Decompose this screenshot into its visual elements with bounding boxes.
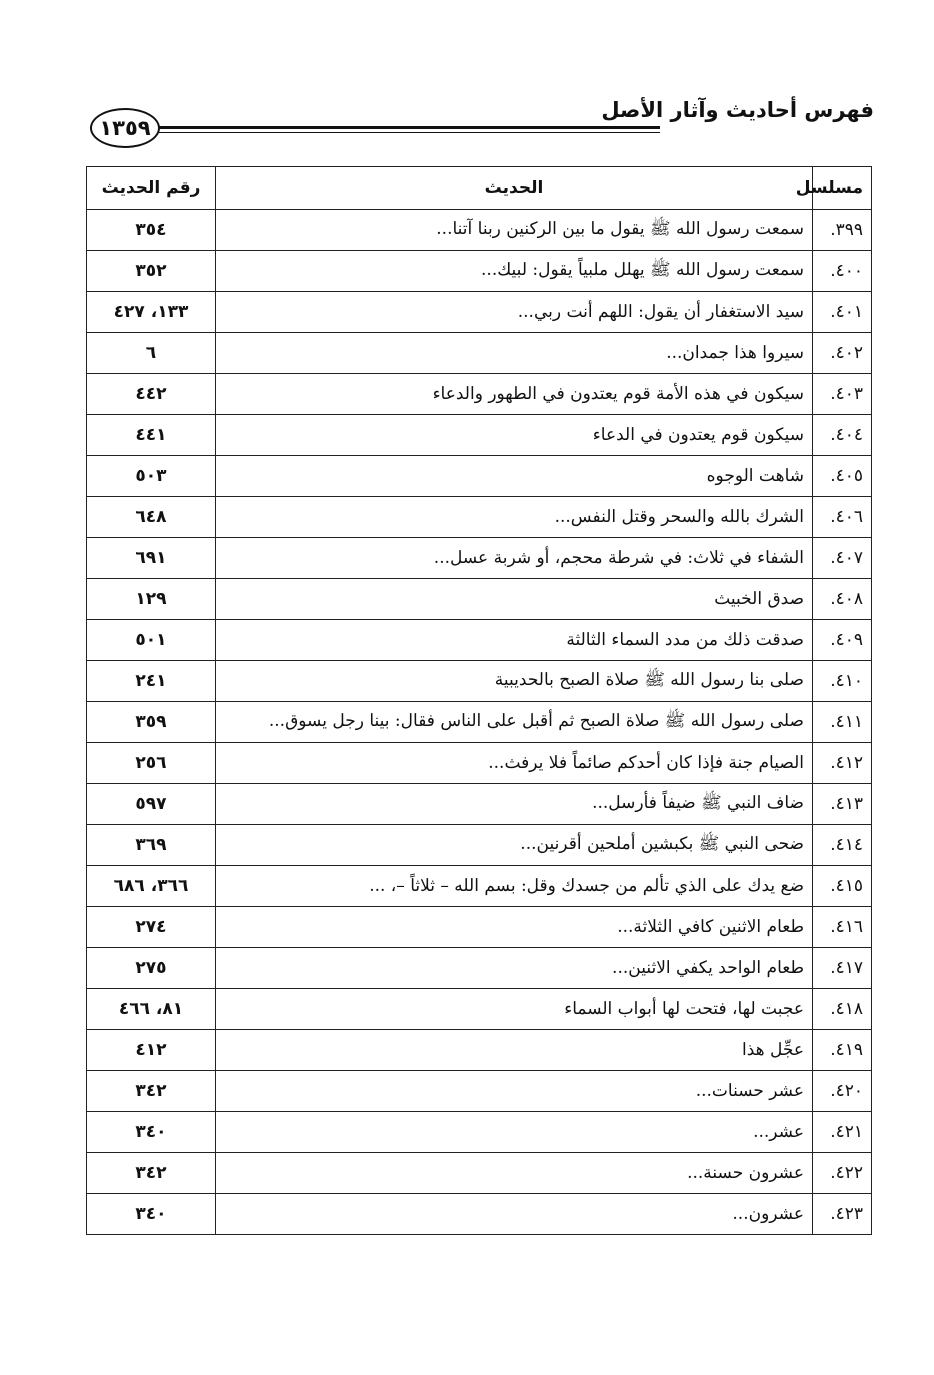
- table-row: [87, 1030, 872, 1071]
- row-serial: ٤٠٦.: [813, 497, 872, 538]
- row-hadith-ref: ٢٧٤: [87, 907, 216, 948]
- row-hadith-text: الصيام جنة فإذا كان أحدكم صائماً فلا يرفث...: [216, 743, 813, 784]
- row-hadith-ref: ٥٩٧: [87, 784, 216, 825]
- row-hadith-text: ضع يدك على الذي تألم من جسدك وقل: بسم الله – ثلاثاً –، ...: [216, 866, 813, 907]
- table-row: [87, 1071, 872, 1112]
- table-header-row: [87, 167, 872, 210]
- row-hadith-text: شاهت الوجوه: [216, 456, 813, 497]
- row-hadith-ref: ٢٤١: [87, 661, 216, 702]
- row-serial: ٤٢٣.: [813, 1194, 872, 1235]
- row-serial: ٤١٨.: [813, 989, 872, 1030]
- row-hadith-ref: ٢٥٦: [87, 743, 216, 784]
- row-serial: ٤١٦.: [813, 907, 872, 948]
- hadith-index-table: [86, 166, 872, 1235]
- running-title: فهرس أحاديث وآثار الأصل: [601, 98, 874, 122]
- row-serial: ٤٠٢.: [813, 333, 872, 374]
- table-row: [87, 743, 872, 784]
- row-hadith-text: عشرون حسنة...: [216, 1153, 813, 1194]
- row-serial: ٤٢١.: [813, 1112, 872, 1153]
- table-row: [87, 456, 872, 497]
- row-hadith-text: عجِّل هذا: [216, 1030, 813, 1071]
- row-serial: ٤٠٧.: [813, 538, 872, 579]
- table-row: [87, 579, 872, 620]
- table-row: [87, 1112, 872, 1153]
- row-hadith-ref: ٥٠٣: [87, 456, 216, 497]
- row-serial: ٣٩٩.: [813, 210, 872, 251]
- table-row: [87, 907, 872, 948]
- row-hadith-text: ضحى النبي ﷺ بكبشين أملحين أقرنين...: [216, 825, 813, 866]
- row-hadith-text: عشرون...: [216, 1194, 813, 1235]
- table-row: [87, 1194, 872, 1235]
- table-row: [87, 784, 872, 825]
- row-hadith-text: صلى رسول الله ﷺ صلاة الصبح ثم أقبل على الناس فقال: بينا رجل يسوق...: [216, 702, 813, 743]
- row-serial: ٤٠٨.: [813, 579, 872, 620]
- row-serial: ٤٠٣.: [813, 374, 872, 415]
- row-hadith-text: عجبت لها، فتحت لها أبواب السماء: [216, 989, 813, 1030]
- row-serial: ٤٠٩.: [813, 620, 872, 661]
- row-hadith-ref: ٤٤٢: [87, 374, 216, 415]
- column-header-hadith: الحديث: [216, 167, 813, 210]
- row-hadith-ref: ٨١، ٤٦٦: [87, 989, 216, 1030]
- row-hadith-text: الشفاء في ثلاث: في شرطة محجم، أو شربة عسل...: [216, 538, 813, 579]
- row-hadith-text: صدق الخبيث: [216, 579, 813, 620]
- table-row: [87, 251, 872, 292]
- row-hadith-ref: ٢٧٥: [87, 948, 216, 989]
- table-row: [87, 292, 872, 333]
- row-hadith-ref: ٣٦٩: [87, 825, 216, 866]
- page-header: [86, 98, 874, 152]
- row-hadith-ref: ٦٤٨: [87, 497, 216, 538]
- table-row: [87, 497, 872, 538]
- table-row: [87, 948, 872, 989]
- row-hadith-text: سمعت رسول الله ﷺ يقول ما بين الركنين ربنا آتنا...: [216, 210, 813, 251]
- row-serial: ٤١٧.: [813, 948, 872, 989]
- row-hadith-ref: ٤١٢: [87, 1030, 216, 1071]
- row-serial: ٤٠٠.: [813, 251, 872, 292]
- table-row: [87, 989, 872, 1030]
- column-header-serial: مسلسل: [813, 167, 872, 210]
- row-serial: ٤١٣.: [813, 784, 872, 825]
- row-hadith-text: سيكون قوم يعتدون في الدعاء: [216, 415, 813, 456]
- row-hadith-text: عشر...: [216, 1112, 813, 1153]
- row-hadith-text: عشر حسنات...: [216, 1071, 813, 1112]
- row-hadith-ref: ١٣٣، ٤٢٧: [87, 292, 216, 333]
- table-row: [87, 415, 872, 456]
- row-serial: ٤١٤.: [813, 825, 872, 866]
- row-serial: ٤٠٤.: [813, 415, 872, 456]
- row-hadith-ref: ٦: [87, 333, 216, 374]
- row-serial: ٤١١.: [813, 702, 872, 743]
- column-header-ref: رقم الحديث: [87, 167, 216, 210]
- header-rule-thin: [158, 132, 660, 133]
- row-hadith-ref: ٣٥٤: [87, 210, 216, 251]
- row-hadith-text: طعام الاثنين كافي الثلاثة...: [216, 907, 813, 948]
- row-hadith-ref: ٣٦٦، ٦٨٦: [87, 866, 216, 907]
- row-hadith-text: ضاف النبي ﷺ ضيفاً فأرسل...: [216, 784, 813, 825]
- row-serial: ٤١٠.: [813, 661, 872, 702]
- row-serial: ٤٢٠.: [813, 1071, 872, 1112]
- row-serial: ٤٢٢.: [813, 1153, 872, 1194]
- row-hadith-ref: ٦٩١: [87, 538, 216, 579]
- table-row: [87, 210, 872, 251]
- row-hadith-ref: ٣٤٠: [87, 1112, 216, 1153]
- header-rule: [158, 126, 660, 129]
- table-row: [87, 620, 872, 661]
- row-hadith-ref: ٣٤٢: [87, 1153, 216, 1194]
- page-number: ١٣٥٩: [90, 108, 160, 148]
- row-hadith-text: سمعت رسول الله ﷺ يهلل ملبياً يقول: لبيك...: [216, 251, 813, 292]
- row-hadith-text: الشرك بالله والسحر وقتل النفس...: [216, 497, 813, 538]
- row-hadith-ref: ٣٥٢: [87, 251, 216, 292]
- table-row: [87, 1153, 872, 1194]
- row-hadith-ref: ٣٤٢: [87, 1071, 216, 1112]
- row-hadith-text: سيكون في هذه الأمة قوم يعتدون في الطهور والدعاء: [216, 374, 813, 415]
- table-row: [87, 825, 872, 866]
- table-row: [87, 333, 872, 374]
- row-hadith-text: طعام الواحد يكفي الاثنين...: [216, 948, 813, 989]
- table-row: [87, 374, 872, 415]
- row-hadith-text: سيد الاستغفار أن يقول: اللهم أنت ربي...: [216, 292, 813, 333]
- row-serial: ٤١٥.: [813, 866, 872, 907]
- row-hadith-text: صلى بنا رسول الله ﷺ صلاة الصبح بالحديبية: [216, 661, 813, 702]
- row-serial: ٤١٢.: [813, 743, 872, 784]
- row-hadith-ref: ٣٥٩: [87, 702, 216, 743]
- row-serial: ٤٠٥.: [813, 456, 872, 497]
- table-row: [87, 661, 872, 702]
- row-hadith-ref: ٤٤١: [87, 415, 216, 456]
- row-serial: ٤١٩.: [813, 1030, 872, 1071]
- table-row: [87, 538, 872, 579]
- row-serial: ٤٠١.: [813, 292, 872, 333]
- row-hadith-text: سيروا هذا جمدان...: [216, 333, 813, 374]
- row-hadith-ref: ٣٤٠: [87, 1194, 216, 1235]
- row-hadith-text: صدقت ذلك من مدد السماء الثالثة: [216, 620, 813, 661]
- row-hadith-ref: ٥٠١: [87, 620, 216, 661]
- table-row: [87, 702, 872, 743]
- row-hadith-ref: ١٢٩: [87, 579, 216, 620]
- table-row: [87, 866, 872, 907]
